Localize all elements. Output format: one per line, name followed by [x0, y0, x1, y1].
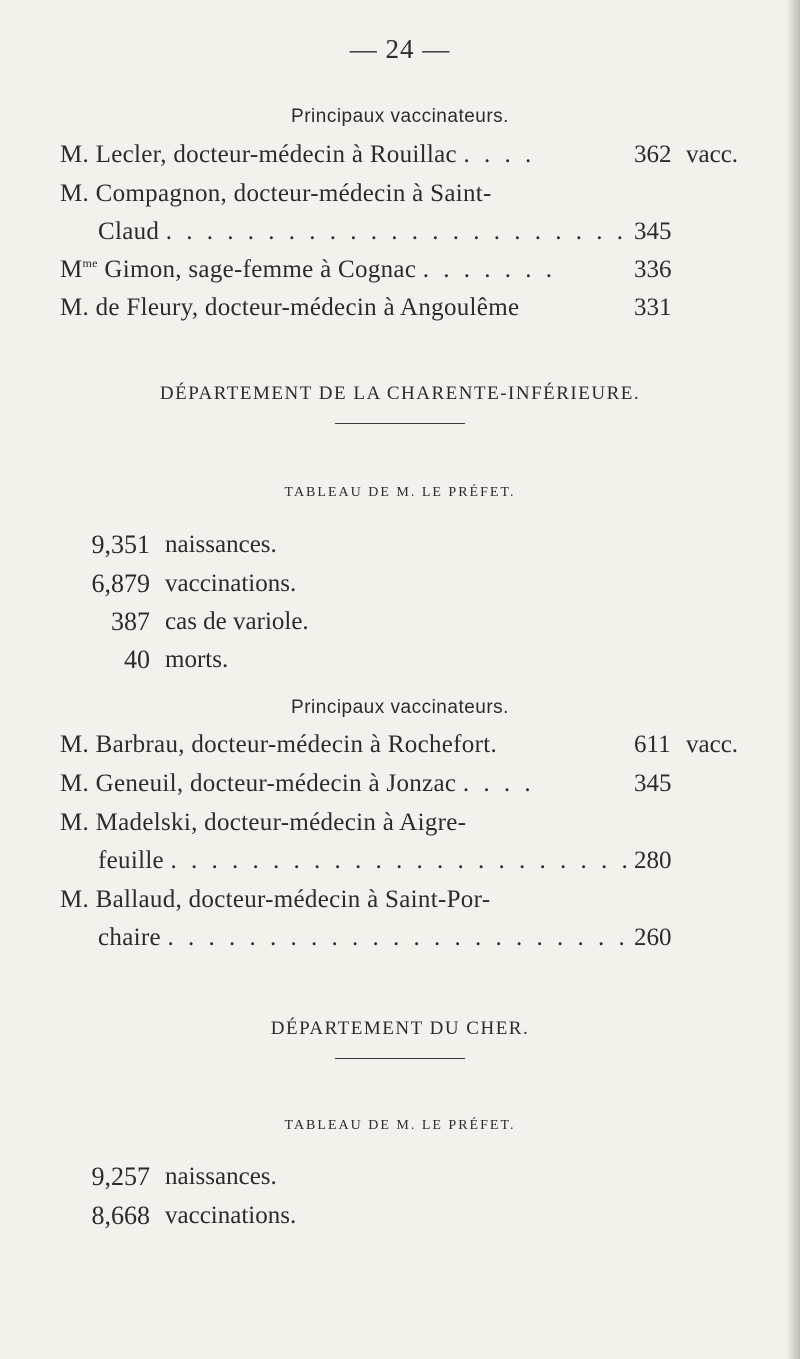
entry-gimon [60, 256, 556, 284]
entry-compagnon-cont [98, 218, 627, 246]
entry-text: Claud [98, 218, 160, 245]
entry-text: feuille [98, 847, 164, 874]
entry-geneuil [60, 770, 535, 798]
stat-value: 8,668 [91, 1201, 150, 1230]
stat-value: 6,879 [91, 569, 150, 598]
stat-label: vaccinations. [165, 570, 297, 597]
entry-sup: me [82, 256, 98, 270]
entry-text: chaire [98, 924, 161, 951]
heading-rule [335, 423, 465, 424]
tableau-heading: TABLEAU DE M. LE PRÉFET. [284, 485, 516, 500]
entry-value: 280 [634, 847, 672, 874]
stat-label: morts. [165, 646, 229, 673]
entry-value: 331 [634, 294, 672, 321]
heading-rule [335, 1058, 465, 1059]
stat-label: vaccinations. [165, 1202, 297, 1229]
entry-text: Gimon, sage-femme à Cognac [97, 256, 417, 283]
page-edge-shadow [786, 0, 800, 1359]
entry-text: M. Madelski, docteur-médecin à Aigre- [60, 809, 467, 836]
entry-leader: . . . . [462, 770, 535, 797]
entry-leader: . . . . . . . . . . . . . . . . . . . . . . . [170, 847, 632, 874]
entry-unit: vacc. [686, 731, 739, 758]
entry-leader: . . . . [463, 141, 536, 168]
entry-text: M. de Fleury, docteur-médecin à Angoulême [60, 294, 520, 321]
entry-value: 336 [634, 256, 672, 283]
entry-compagnon [60, 180, 492, 208]
entry-unit: vacc. [686, 141, 739, 168]
entry-text: M. Ballaud, docteur-médecin à Saint-Por- [60, 886, 491, 913]
department-heading: DÉPARTEMENT DE LA CHARENTE-INFÉRIEURE. [159, 383, 641, 404]
stat-label: cas de variole. [165, 608, 309, 635]
stat-value: 9,351 [91, 530, 150, 559]
entry-leader: . . . . . . . [422, 256, 557, 283]
entry-prefix: M [60, 256, 83, 283]
stat-label: naissances. [165, 531, 277, 558]
entry-value: 345 [634, 770, 672, 797]
department-heading: DÉPARTEMENT DU CHER. [270, 1018, 530, 1039]
tableau-heading: TABLEAU DE M. LE PRÉFET. [284, 1118, 516, 1133]
entry-value: 611 [634, 731, 671, 758]
entry-value: 362 [634, 141, 672, 168]
section1-subheading: Principaux vaccinateurs. [291, 106, 509, 127]
stat-value: 9,257 [91, 1162, 150, 1191]
section2-subheading: Principaux vaccinateurs. [291, 697, 509, 718]
page-number: — 24 — [349, 34, 451, 64]
stat-value: 40 [124, 645, 150, 674]
entry-text: M. Lecler, docteur-médecin à Rouillac [60, 141, 457, 168]
entry-value: 260 [634, 924, 672, 951]
entry-barbrau [60, 731, 497, 759]
entry-text: M. Barbrau, docteur-médecin à Rochefort. [60, 731, 498, 758]
stat-value: 387 [111, 607, 150, 636]
entry-leader: . . . . . . . . . . . . . . . . . . . . . . . [165, 218, 628, 245]
entry-madelski [60, 809, 466, 837]
entry-ballaud [60, 886, 490, 914]
entry-leader: . . . . . . . . . . . . . . . . . . . . . . . [167, 924, 629, 951]
entry-lecler [60, 141, 535, 169]
entry-fleury [60, 294, 519, 322]
stat-label: naissances. [165, 1163, 277, 1190]
entry-ballaud-cont [98, 924, 629, 952]
entry-madelski-cont [98, 847, 632, 875]
entry-text: M. Compagnon, docteur-médecin à Saint- [60, 180, 492, 207]
entry-text: M. Geneuil, docteur-médecin à Jonzac [60, 770, 457, 797]
entry-value: 345 [634, 218, 672, 245]
